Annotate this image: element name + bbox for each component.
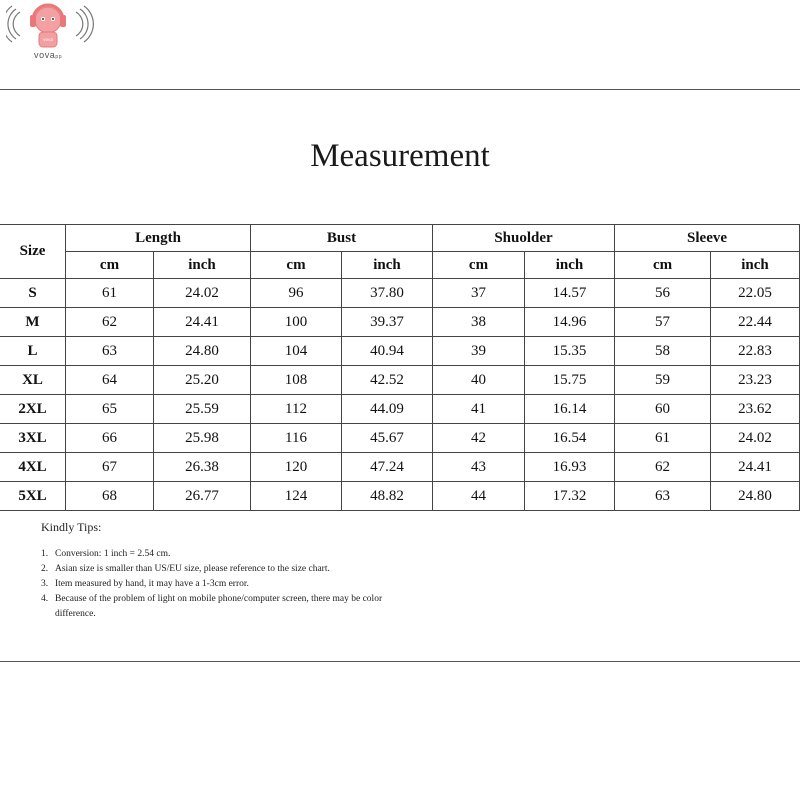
table-cell: 25.20 bbox=[154, 366, 251, 395]
table-cell: 96 bbox=[251, 279, 342, 308]
list-item bbox=[41, 592, 401, 622]
size-column-header: Size bbox=[0, 225, 66, 279]
unit-header: cm bbox=[615, 252, 711, 279]
unit-header: cm bbox=[251, 252, 342, 279]
table-cell: 100 bbox=[251, 308, 342, 337]
table-cell: 67 bbox=[66, 453, 154, 482]
table-cell: 63 bbox=[66, 337, 154, 366]
table-cell: 66 bbox=[66, 424, 154, 453]
table-cell: 40.94 bbox=[342, 337, 433, 366]
unit-header: cm bbox=[66, 252, 154, 279]
size-cell: 4XL bbox=[0, 453, 66, 482]
table-cell: 14.57 bbox=[525, 279, 615, 308]
table-header-row bbox=[0, 225, 800, 252]
table-cell: 116 bbox=[251, 424, 342, 453]
table-cell: 63 bbox=[615, 482, 711, 511]
table-row bbox=[0, 424, 800, 453]
table-cell: 60 bbox=[615, 395, 711, 424]
table-cell: 38 bbox=[433, 308, 525, 337]
table-cell: 14.96 bbox=[525, 308, 615, 337]
table-cell: 22.83 bbox=[711, 337, 800, 366]
table-cell: 44 bbox=[433, 482, 525, 511]
table-row bbox=[0, 395, 800, 424]
table-cell: 65 bbox=[66, 395, 154, 424]
table-cell: 57 bbox=[615, 308, 711, 337]
list-item bbox=[41, 577, 401, 592]
unit-header: cm bbox=[433, 252, 525, 279]
table-cell: 23.23 bbox=[711, 366, 800, 395]
table-row bbox=[0, 366, 800, 395]
table-cell: 62 bbox=[615, 453, 711, 482]
tip-text: Conversion: 1 inch = 2.54 cm. bbox=[55, 549, 171, 559]
table-cell: 22.05 bbox=[711, 279, 800, 308]
size-cell: XL bbox=[0, 366, 66, 395]
group-header-length: Length bbox=[66, 225, 251, 252]
tip-text: Because of the problem of light on mobile phone/computer screen, there may be color difference. bbox=[55, 594, 383, 619]
table-cell: 68 bbox=[66, 482, 154, 511]
table-cell: 42.52 bbox=[342, 366, 433, 395]
table-cell: 56 bbox=[615, 279, 711, 308]
table-cell: 24.02 bbox=[154, 279, 251, 308]
table-cell: 59 bbox=[615, 366, 711, 395]
table-cell: 40 bbox=[433, 366, 525, 395]
table-row bbox=[0, 308, 800, 337]
headphone-mascot-icon bbox=[6, 2, 96, 52]
size-cell: 2XL bbox=[0, 395, 66, 424]
table-cell: 108 bbox=[251, 366, 342, 395]
table-cell: 43 bbox=[433, 453, 525, 482]
table-cell: 24.02 bbox=[711, 424, 800, 453]
table-cell: 37.80 bbox=[342, 279, 433, 308]
table-cell: 47.24 bbox=[342, 453, 433, 482]
group-header-shoulder: Shuolder bbox=[433, 225, 615, 252]
table-cell: 25.98 bbox=[154, 424, 251, 453]
table-cell: 104 bbox=[251, 337, 342, 366]
size-cell: L bbox=[0, 337, 66, 366]
size-cell: 5XL bbox=[0, 482, 66, 511]
table-cell: 15.35 bbox=[525, 337, 615, 366]
table-cell: 41 bbox=[433, 395, 525, 424]
table-cell: 16.14 bbox=[525, 395, 615, 424]
kindly-tips bbox=[41, 520, 401, 622]
brand-logo bbox=[6, 2, 96, 62]
tip-number: 2. bbox=[41, 564, 49, 574]
group-header-bust: Bust bbox=[251, 225, 433, 252]
unit-header: inch bbox=[154, 252, 251, 279]
logo-badge-text: vova bbox=[43, 37, 53, 42]
table-cell: 61 bbox=[615, 424, 711, 453]
table-row bbox=[0, 337, 800, 366]
table-cell: 22.44 bbox=[711, 308, 800, 337]
table-cell: 25.59 bbox=[154, 395, 251, 424]
table-cell: 16.54 bbox=[525, 424, 615, 453]
table-cell: 44.09 bbox=[342, 395, 433, 424]
list-item bbox=[41, 547, 401, 562]
list-item bbox=[41, 562, 401, 577]
table-cell: 24.41 bbox=[711, 453, 800, 482]
table-cell: 64 bbox=[66, 366, 154, 395]
tip-number: 3. bbox=[41, 579, 49, 589]
table-cell: 120 bbox=[251, 453, 342, 482]
top-divider bbox=[0, 89, 800, 90]
table-cell: 39.37 bbox=[342, 308, 433, 337]
table-cell: 37 bbox=[433, 279, 525, 308]
tip-text: Item measured by hand, it may have a 1-3cm error. bbox=[55, 579, 249, 589]
table-cell: 17.32 bbox=[525, 482, 615, 511]
table-cell: 26.77 bbox=[154, 482, 251, 511]
size-cell: M bbox=[0, 308, 66, 337]
size-chart-table bbox=[0, 224, 800, 511]
unit-header: inch bbox=[525, 252, 615, 279]
table-row bbox=[0, 279, 800, 308]
table-row bbox=[0, 482, 800, 511]
group-header-sleeve: Sleeve bbox=[615, 225, 800, 252]
tip-number: 1. bbox=[41, 549, 49, 559]
tip-text: Asian size is smaller than US/EU size, please reference to the size chart. bbox=[55, 564, 330, 574]
unit-header: inch bbox=[711, 252, 800, 279]
table-cell: 45.67 bbox=[342, 424, 433, 453]
table-cell: 16.93 bbox=[525, 453, 615, 482]
table-cell: 24.41 bbox=[154, 308, 251, 337]
table-cell: 26.38 bbox=[154, 453, 251, 482]
table-cell: 39 bbox=[433, 337, 525, 366]
page-title: Measurement bbox=[310, 138, 490, 174]
table-cell: 42 bbox=[433, 424, 525, 453]
table-cell: 58 bbox=[615, 337, 711, 366]
table-cell: 24.80 bbox=[711, 482, 800, 511]
logo-text: vovapp bbox=[34, 50, 63, 60]
tips-heading: Kindly Tips: bbox=[41, 520, 102, 534]
size-cell: 3XL bbox=[0, 424, 66, 453]
table-cell: 15.75 bbox=[525, 366, 615, 395]
size-cell: S bbox=[0, 279, 66, 308]
tips-list bbox=[41, 547, 401, 622]
unit-header: inch bbox=[342, 252, 433, 279]
table-cell: 61 bbox=[66, 279, 154, 308]
table-cell: 24.80 bbox=[154, 337, 251, 366]
tip-number: 4. bbox=[41, 594, 49, 604]
table-cell: 62 bbox=[66, 308, 154, 337]
table-cell: 112 bbox=[251, 395, 342, 424]
table-cell: 124 bbox=[251, 482, 342, 511]
bottom-divider bbox=[0, 661, 800, 662]
table-cell: 48.82 bbox=[342, 482, 433, 511]
table-cell: 23.62 bbox=[711, 395, 800, 424]
table-unit-row bbox=[0, 252, 800, 279]
table-row bbox=[0, 453, 800, 482]
